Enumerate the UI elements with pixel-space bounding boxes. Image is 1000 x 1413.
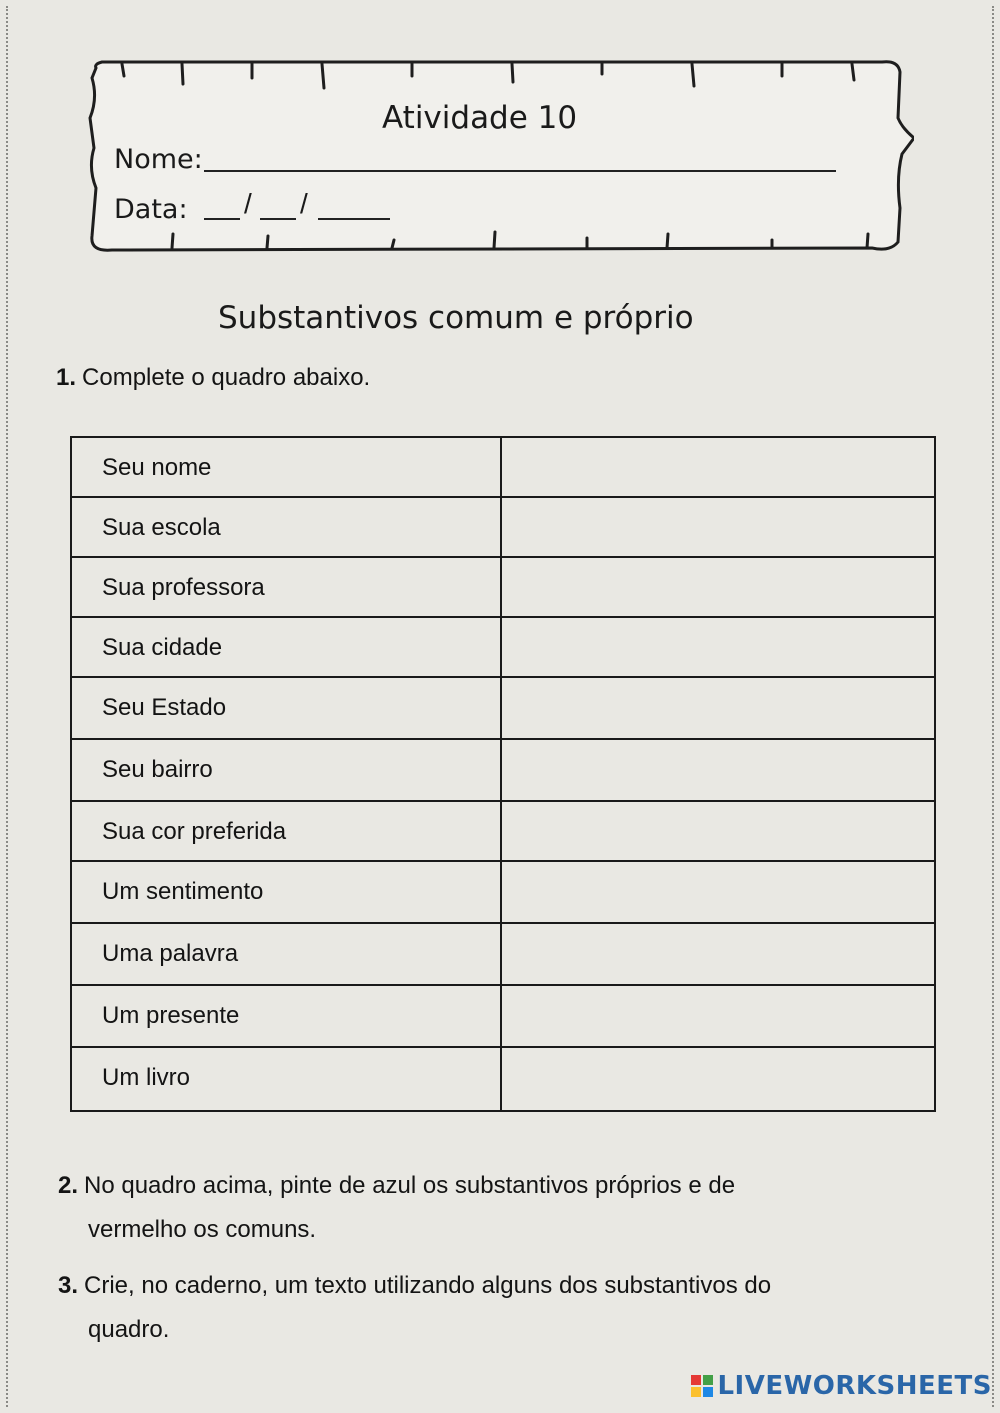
watermark-text: LIVEWORKSHEETS xyxy=(717,1371,992,1401)
table-answer-cell[interactable] xyxy=(500,618,934,676)
table-row-label: Sua escola xyxy=(102,514,221,541)
data-label: Data: xyxy=(114,194,188,225)
activity-title: Atividade 10 xyxy=(382,100,578,136)
date-year-field[interactable] xyxy=(318,218,390,220)
table-row xyxy=(72,1046,934,1110)
table-row-label: Seu Estado xyxy=(102,694,227,721)
table-answer-cell[interactable] xyxy=(500,986,934,1046)
table-answer-cell[interactable] xyxy=(500,498,934,556)
table-row-label: Um livro xyxy=(102,1064,190,1091)
table-row xyxy=(72,438,934,496)
liveworksheets-watermark xyxy=(691,1371,992,1401)
table-row xyxy=(72,616,934,676)
table-row xyxy=(72,922,934,984)
table-answer-cell[interactable] xyxy=(500,678,934,738)
table-row-label: Uma palavra xyxy=(102,940,239,967)
table-row xyxy=(72,984,934,1046)
question-text: Complete o quadro abaixo. xyxy=(82,364,371,391)
table-row xyxy=(72,496,934,556)
question-number: 1. xyxy=(56,364,77,391)
table-row xyxy=(72,676,934,738)
header-banner xyxy=(82,58,914,254)
question-number: 2. xyxy=(58,1172,79,1199)
table-row-label: Sua cidade xyxy=(102,634,223,661)
date-day-field[interactable] xyxy=(204,218,240,220)
question-2 xyxy=(58,1164,938,1252)
table-row-label: Sua cor preferida xyxy=(102,818,287,845)
question-3 xyxy=(58,1264,938,1352)
table-answer-cell[interactable] xyxy=(500,438,934,496)
table-answer-cell[interactable] xyxy=(500,802,934,860)
table-row-label: Sua professora xyxy=(102,574,265,601)
table-row xyxy=(72,800,934,860)
date-slash: / xyxy=(244,188,252,219)
table-answer-cell[interactable] xyxy=(500,558,934,616)
table-row-label: Um presente xyxy=(102,1002,240,1029)
question-text-line: Crie, no caderno, um texto utilizando alguns dos substantivos do xyxy=(84,1272,772,1299)
date-slash: / xyxy=(300,188,308,219)
table-row-label: Seu bairro xyxy=(102,756,213,783)
table-row xyxy=(72,860,934,922)
question-number: 3. xyxy=(58,1272,79,1299)
table-row xyxy=(72,738,934,800)
question-text-line: vermelho os comuns. xyxy=(88,1216,317,1243)
question-1 xyxy=(56,356,370,400)
scroll-frame xyxy=(82,58,914,254)
substantivos-table xyxy=(70,436,936,1112)
page-subtitle: Substantivos comum e próprio xyxy=(218,300,694,336)
table-answer-cell[interactable] xyxy=(500,1048,934,1110)
table-row-label: Seu nome xyxy=(102,454,212,481)
table-answer-cell[interactable] xyxy=(500,862,934,922)
nome-label: Nome: xyxy=(114,144,203,175)
liveworksheets-logo-icon xyxy=(691,1375,713,1397)
question-text-line: quadro. xyxy=(88,1316,170,1343)
table-answer-cell[interactable] xyxy=(500,740,934,800)
question-text-line: No quadro acima, pinte de azul os substantivos próprios e de xyxy=(84,1172,736,1199)
date-month-field[interactable] xyxy=(260,218,296,220)
nome-field[interactable] xyxy=(204,170,836,172)
table-row-label: Um sentimento xyxy=(102,878,264,905)
table-row xyxy=(72,556,934,616)
table-answer-cell[interactable] xyxy=(500,924,934,984)
